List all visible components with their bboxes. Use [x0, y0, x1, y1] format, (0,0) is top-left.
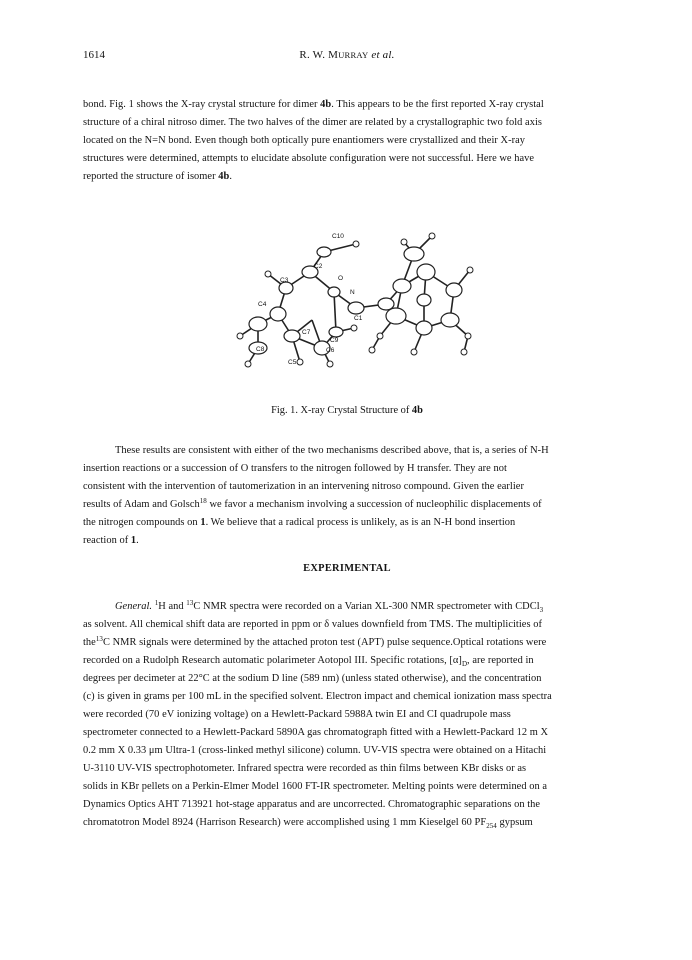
text-line: chromatotron Model 8924 (Harrison Research) were accomplished using 1 mm Kieselgel 60 $PF_{254}$ gypsum	[83, 817, 533, 830]
text-line: structures were determined, attempts to elucidate absolute configuration were not successful. Here we have	[83, 153, 535, 164]
text-line: were recorded (70 eV ionizing voltage) on a Hewlett-Packard 5988A twin EI and CI quadrupole mass	[83, 709, 511, 720]
running-head-etal: et al.	[371, 49, 395, 61]
atom-label: C7	[302, 329, 311, 336]
text-line: solids in KBr pellets on a Perkin-Elmer Model 1600 FT-IR spectrometer. Melting points were determined on a	[83, 781, 548, 792]
atom-label: C9	[330, 337, 339, 344]
compound-ref: 4b	[218, 171, 230, 182]
text-line: bond. Fig. 1 shows the X-ray crystal structure for dimer 4b. This appears to be the first reported X-ray crystal	[83, 99, 544, 110]
compound-ref: 4b	[411, 405, 423, 416]
compound-ref: 1	[200, 517, 206, 528]
atom-label: C2	[314, 263, 323, 270]
text-line: U-3110 UV-VIS spectrophotometer. Infrared spectra were recorded as thin films between KBr disks or as	[83, 763, 527, 774]
subsection-label: General.	[115, 601, 153, 612]
text-line: as solvent. All chemical shift data are reported in ppm or δ values downfield from TMS. The multiplicities of	[83, 619, 542, 630]
running-head	[83, 47, 611, 63]
bonds	[240, 236, 470, 364]
text-line: insertion reactions or a succession of O transfers to the nitrogen followed by H transfer. They are not	[83, 463, 507, 474]
reference-superscript: 18	[199, 497, 207, 505]
text-line: reported the structure of isomer 4b.	[83, 171, 232, 182]
atom-label: N	[350, 289, 355, 296]
text-line: recorded on a Rudolph Research automatic polarimeter Aotopol III. Specific rotations, $[\alpha]_D$, are reported in	[83, 655, 534, 668]
section-heading: EXPERIMENTAL	[303, 563, 391, 574]
text-line: (c) is given in grams per 100 mL in the specified solvent. Electron impact and chemical ionization mass spectra	[83, 691, 552, 702]
text-line: degrees per decimeter at 22°C at the sodium D line (589 nm) (unless stated otherwise), and the concentration	[83, 673, 542, 684]
text-line: spectrometer connected to a Hewlett-Packard 5890A gas chromatograph fitted with a Hewlett-Packard 12 m X	[83, 727, 549, 738]
figure-caption: Fig. 1. X-ray Crystal Structure of 4b	[271, 405, 423, 416]
atom-label: C1	[354, 315, 363, 322]
atom-label: C10	[332, 233, 344, 240]
text-line: the nitrogen compounds on 1. We believe that a radical process is unlikely, as is an N-H bond insertion	[83, 517, 516, 528]
text-line: General. $^1$H and $^{13}$C NMR spectra were recorded on a Varian XL-300 NMR spectrometer with CDCl$_3$	[115, 599, 544, 614]
page-number: 1614	[83, 49, 105, 61]
atom-label: C8	[256, 346, 265, 353]
ortep-drawing	[218, 224, 488, 384]
paragraph-structure	[83, 96, 611, 186]
text-line: These results are consistent with either of the two mechanisms described above, that is, a series of N-H	[115, 445, 549, 456]
text-line: 0.2 mm X 0.33 μm Ultra-1 (cross-linked methyl silicone) column. UV-VIS spectra were obtained on a Hitachi	[83, 745, 547, 756]
running-head-initials: R. W. M	[299, 49, 339, 61]
crystal-structure-figure	[218, 224, 488, 384]
running-head-surname: URRAY	[338, 50, 369, 60]
text-line: located on the N=N bond. Even though both optically pure enantiomers were crystallized and their X-ray	[83, 135, 526, 146]
compound-ref: 4b	[320, 99, 332, 110]
atom-ellipsoids	[249, 247, 462, 355]
atom-label: C6	[326, 347, 335, 354]
page-header	[83, 47, 611, 63]
atom-label: C3	[280, 277, 289, 284]
atom-labels	[256, 233, 363, 366]
text-line: the$^{13}$C NMR signals were determined by the attached proton test (APT) pulse sequence.Optical rotations were	[83, 635, 547, 648]
atom-label: C5	[288, 359, 297, 366]
text-line: reaction of 1.	[83, 535, 139, 546]
hydrogen-atoms	[237, 233, 473, 367]
atom-label: C4	[258, 301, 267, 308]
text-line: results of Adam and Golsch$^{18}$ we favor a mechanism involving a succession of nucleophilic displacements of	[83, 497, 542, 510]
compound-ref: 1	[130, 535, 137, 546]
atom-label: O	[338, 275, 344, 282]
paragraph-general	[83, 598, 611, 832]
text-line: structure of a chiral nitroso dimer. The two halves of the dimer are related by a crystallographic two fold axis	[83, 117, 542, 128]
text-line: Dynamics Optics AHT 713921 hot-stage apparatus and are uncorrected. Chromatographic separations on the	[83, 799, 541, 810]
paragraph-mechanism	[83, 442, 611, 550]
text-line: consistent with the intervention of tautomerization in an intervening nitroso compound. Given the earlier	[83, 481, 524, 492]
